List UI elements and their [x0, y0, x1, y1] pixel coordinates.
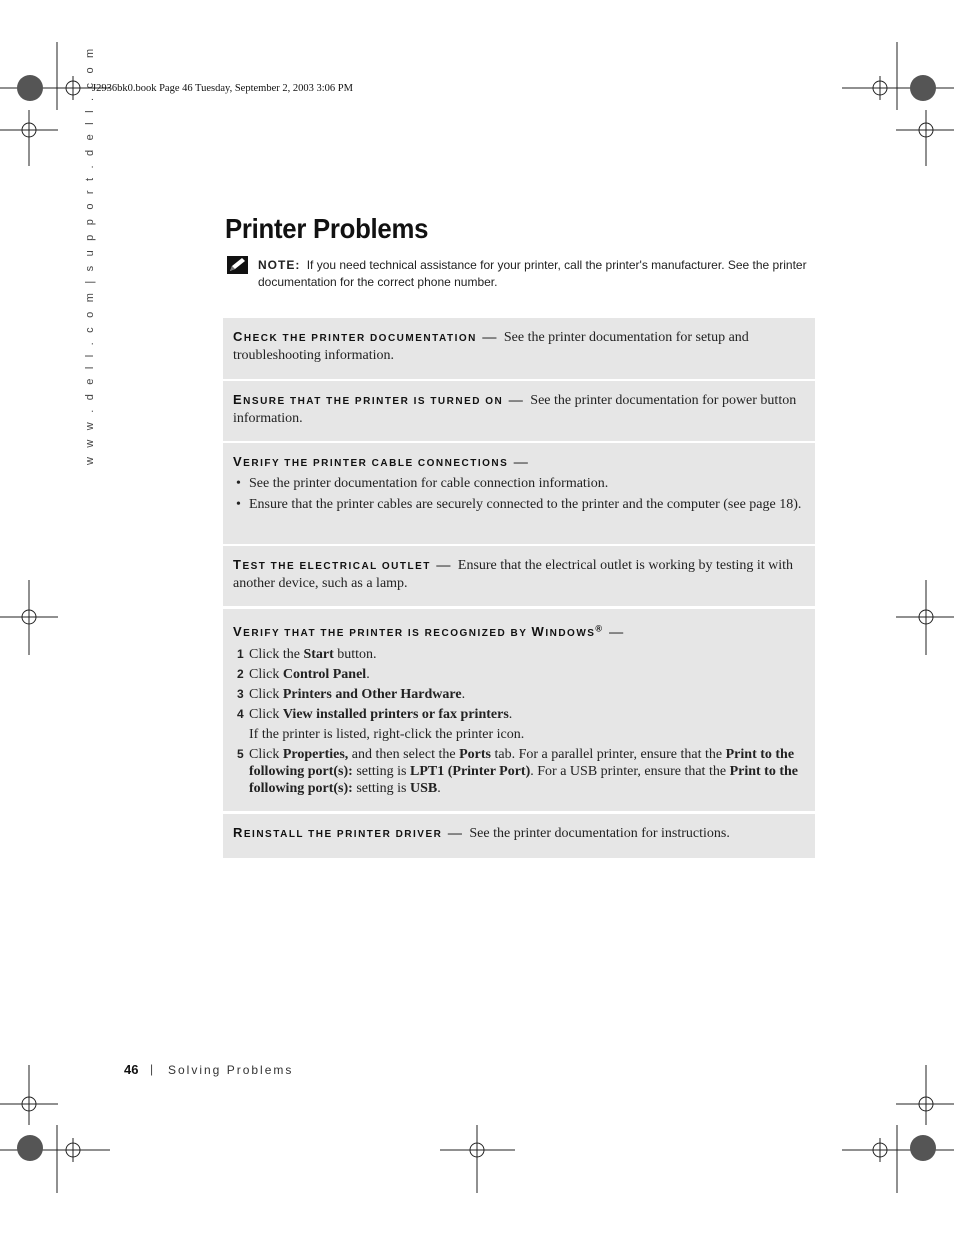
- print-header: J2936bk0.book Page 46 Tuesday, September 2, 2003 3:06 PM: [92, 83, 353, 94]
- step-note: If the printer is listed, right-click the printer icon.: [249, 727, 525, 743]
- section-verify-cable: VERIFY THE PRINTER CABLE CONNECTIONS — • See the printer documentation for cable connection information. • Ensure that the printer cables are securely connected to the printer and the computer (see page 18).: [223, 443, 815, 544]
- section-verify-windows: VERIFY THAT THE PRINTER IS RECOGNIZED BY WINDOWS® — 1 Click the Start button. 2 Click Control Panel. 3 Click Printers and Other Hardware. 4 Click View installed printers or fax printers. If the printer is listed, right-click the printer icon. 5 Click Properties, and then select the Ports tab. For a parallel printer, ensure that the Print to the following port(s): setting is LPT1 (Printer Port). For a USB printer, ensure that the Print to the following port(s): setting is USB.: [223, 609, 815, 811]
- page-title: Printer Problems: [225, 213, 429, 244]
- bullet-list: [233, 475, 803, 513]
- side-url: w w w . d e l l . c o m | s u p p o r t . d e l l . c o m: [84, 45, 96, 465]
- page-number: 46: [124, 1062, 139, 1077]
- section-text: See the printer documentation for instructions.: [469, 826, 730, 841]
- step-item: 2 Click Control Panel.: [237, 667, 370, 683]
- note: [258, 257, 818, 291]
- step-item: 5 Click Properties, and then select the Ports tab. For a parallel printer, ensure that the Print to the following port(s): setting is LPT1 (Printer Port). For a USB printer, ensure that the Print to the following port(s): setting is USB.: [237, 747, 798, 797]
- section-check-documentation: CHECK THE PRINTER DOCUMENTATION — See the printer documentation for setup and troubleshooting information.: [223, 318, 815, 379]
- step-list: [233, 646, 803, 797]
- step-item: 1 Click the Start button.: [237, 647, 377, 663]
- section-test-outlet: TEST THE ELECTRICAL OUTLET — Ensure that the electrical outlet is working by testing it with another device, such as a lamp.: [223, 546, 815, 606]
- step-item: 3 Click Printers and Other Hardware.: [237, 687, 466, 703]
- note-pencil-icon: [227, 256, 248, 274]
- section-text: Ensure that the electrical outlet is working by testing it with another device, such as a lamp.: [233, 558, 794, 591]
- section-reinstall-driver: REINSTALL THE PRINTER DRIVER — See the printer documentation for instructions.: [223, 814, 815, 858]
- list-item: • Ensure that the printer cables are securely connected to the printer and the computer (see page 18).: [233, 496, 803, 513]
- footer-separator: |: [150, 1062, 154, 1076]
- note-label: NOTE:: [258, 258, 301, 272]
- section-text: See the printer documentation for power button information.: [233, 393, 797, 426]
- section-heading: REINSTALL THE PRINTER DRIVER: [233, 825, 443, 840]
- section-heading: TEST THE ELECTRICAL OUTLET: [233, 557, 431, 572]
- section-heading: CHECK THE PRINTER DOCUMENTATION: [233, 329, 477, 344]
- note-body: If you need technical assistance for your printer, call the printer's manufacturer. See the printer documentation for the correct phone number.: [258, 258, 807, 289]
- section-heading: VERIFY THE PRINTER CABLE CONNECTIONS: [233, 454, 509, 469]
- section-heading: VERIFY THAT THE PRINTER IS RECOGNIZED BY WINDOWS®: [233, 624, 604, 640]
- footer-section-name: Solving Problems: [168, 1063, 294, 1077]
- section-text: See the printer documentation for setup and troubleshooting information.: [233, 330, 749, 363]
- section-ensure-turned-on: ENSURE THAT THE PRINTER IS TURNED ON — See the printer documentation for power button information.: [223, 381, 815, 441]
- step-item: 4 Click View installed printers or fax printers.: [237, 707, 513, 723]
- list-item: • See the printer documentation for cable connection information.: [233, 475, 803, 492]
- section-heading: ENSURE THAT THE PRINTER IS TURNED ON: [233, 392, 504, 407]
